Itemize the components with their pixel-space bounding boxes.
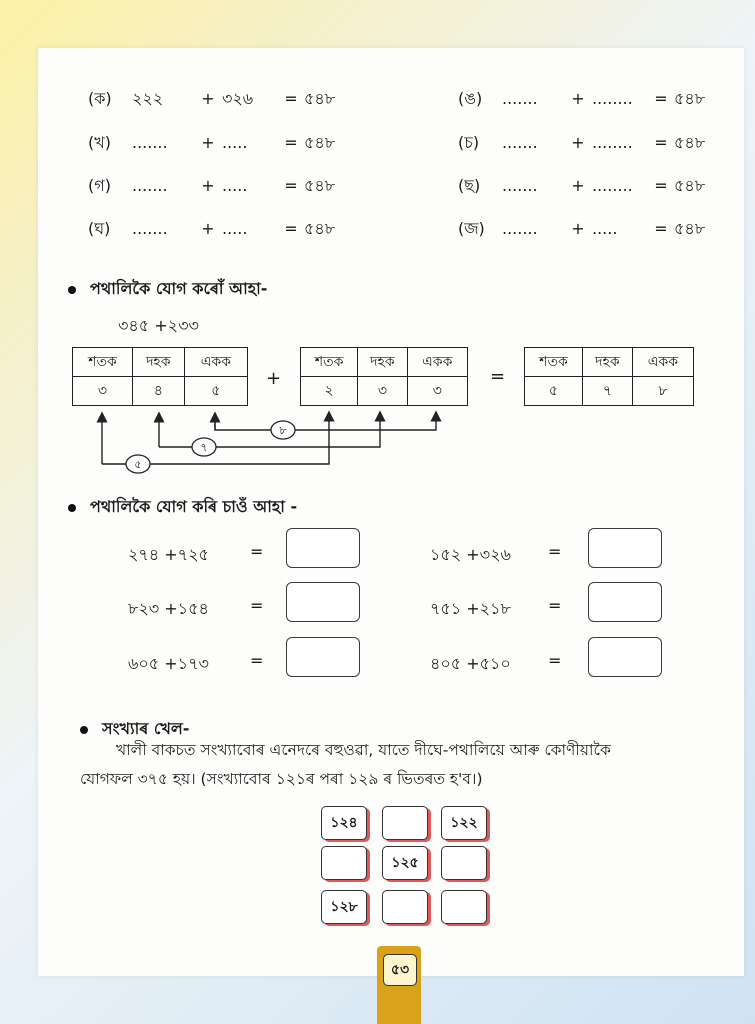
- sum-expression: ৭৫১ +২১৮: [430, 599, 511, 618]
- grid-cell-empty[interactable]: [382, 806, 428, 840]
- equals-operator: =: [654, 89, 668, 108]
- section3-instruction-line1: খালী বাকচত সংখ্যাবোৰ এনেদৰে বহুওৱা, যাতে দীঘে-পথালিয়ে আৰু কোণীয়াকৈ: [116, 741, 611, 759]
- circle-label-tens: ৭: [200, 441, 208, 454]
- grid-cell-empty[interactable]: [441, 846, 487, 880]
- bullet-icon: [80, 726, 88, 734]
- second-addend[interactable]: .....: [222, 219, 248, 238]
- answer-box[interactable]: [286, 528, 360, 568]
- plus-operator: +: [201, 219, 215, 238]
- answer-box[interactable]: [588, 637, 662, 677]
- section2-heading: পথালিকৈ যোগ কৰি চাওঁ আহা -: [90, 497, 298, 516]
- sum-expression: ৬০৫ +১৭৩: [128, 654, 209, 673]
- equals-operator: =: [250, 596, 264, 615]
- section3-instruction-line2: যোগফল ৩৭৫ হয়। (সংখ্যাবোৰ ১২১ৰ পৰা ১২৯ ৰ ভিতৰত হ'ব।): [80, 770, 483, 788]
- grid-cell-filled: ১২৫: [382, 846, 428, 880]
- equals-operator: =: [284, 89, 298, 108]
- header-tens: দহক: [582, 348, 632, 377]
- first-addend[interactable]: .......: [502, 219, 538, 238]
- plus-operator: +: [201, 176, 215, 195]
- header-hundreds: শতক: [73, 348, 133, 377]
- second-addend[interactable]: ........: [592, 89, 633, 108]
- header-tens: দহক: [358, 348, 407, 377]
- first-addend[interactable]: .......: [502, 133, 538, 152]
- plus-sign: +: [266, 368, 282, 389]
- first-addend[interactable]: .......: [502, 89, 538, 108]
- first-addend[interactable]: .......: [502, 176, 538, 195]
- circle-label-ones: ৮: [279, 424, 287, 437]
- grid-cell-filled: ১২৪: [321, 806, 367, 840]
- bullet-icon: [68, 504, 76, 512]
- sum-expression: ২৭৪ +৭২৫: [128, 545, 209, 564]
- sum-expression: ৮২৩ +১৫৪: [128, 599, 209, 618]
- circle-label-hundreds: ৫: [134, 458, 142, 471]
- digit-tens: ৭: [582, 377, 632, 406]
- plus-operator: +: [571, 219, 585, 238]
- equation-result: ৫৪৮: [674, 219, 706, 238]
- plus-operator: +: [571, 89, 585, 108]
- grid-cell-empty[interactable]: [441, 890, 487, 924]
- digit-ones: ৩: [407, 377, 467, 406]
- digit-hundreds: ৩: [73, 377, 133, 406]
- equation-result: ৫৪৮: [304, 219, 336, 238]
- first-addend[interactable]: .......: [132, 176, 168, 195]
- equation-label: (জ): [458, 219, 485, 238]
- equals-operator: =: [250, 651, 264, 670]
- grid-cell-filled: ১২২: [441, 806, 487, 840]
- second-addend[interactable]: .....: [222, 176, 248, 195]
- equation-result: ৫৪৮: [674, 176, 706, 195]
- equation-result: ৫৪৮: [304, 89, 336, 108]
- equals-operator: =: [548, 651, 562, 670]
- equation-result: ৫৪৮: [304, 133, 336, 152]
- plus-operator: +: [201, 89, 215, 108]
- page-number-tab: [377, 946, 421, 1024]
- equation-label: (চ): [458, 133, 480, 152]
- plus-operator: +: [571, 176, 585, 195]
- digit-hundreds: ২: [301, 377, 358, 406]
- digit-tens: ৩: [358, 377, 407, 406]
- equals-operator: =: [548, 542, 562, 561]
- equals-operator: =: [284, 219, 298, 238]
- equation-label: (খ): [88, 133, 111, 152]
- page-number: ৫৩: [383, 954, 417, 986]
- first-addend[interactable]: .......: [132, 219, 168, 238]
- digit-tens: ৪: [132, 377, 184, 406]
- second-addend[interactable]: .....: [592, 219, 618, 238]
- grid-cell-empty[interactable]: [321, 846, 367, 880]
- equals-operator: =: [654, 133, 668, 152]
- header-hundreds: শতক: [525, 348, 583, 377]
- equals-operator: =: [654, 176, 668, 195]
- equals-operator: =: [654, 219, 668, 238]
- equals-operator: =: [284, 133, 298, 152]
- header-ones: একক: [632, 348, 693, 377]
- equals-operator: =: [284, 176, 298, 195]
- equation-label: (ঘ): [88, 219, 111, 238]
- second-addend: ৩২৬: [222, 89, 254, 108]
- section1-heading: পথালিকৈ যোগ কৰোঁ আহা-: [90, 279, 268, 298]
- equation-label: (ঙ): [458, 89, 483, 108]
- digit-ones: ৮: [632, 377, 693, 406]
- first-addend[interactable]: .......: [132, 133, 168, 152]
- grid-cell-empty[interactable]: [382, 890, 428, 924]
- header-hundreds: শতক: [301, 348, 358, 377]
- section3-heading: সংখ্যাৰ খেল-: [102, 719, 190, 738]
- digit-hundreds: ৫: [525, 377, 583, 406]
- equation-result: ৫৪৮: [304, 176, 336, 195]
- header-ones: একক: [184, 348, 247, 377]
- plus-operator: +: [571, 133, 585, 152]
- answer-box[interactable]: [588, 528, 662, 568]
- equation-label: (ক): [88, 89, 112, 108]
- equation-label: (ছ): [458, 176, 481, 195]
- sum-expression: ৪০৫ +৫১০: [430, 654, 511, 673]
- section2-heading-row: [68, 494, 297, 521]
- equals-sign: =: [490, 366, 506, 387]
- equation-label: (গ): [88, 176, 111, 195]
- header-tens: দহক: [132, 348, 184, 377]
- answer-box[interactable]: [588, 582, 662, 622]
- equation-result: ৫৪৮: [674, 89, 706, 108]
- first-addend: ২২২: [132, 89, 164, 108]
- equation-result: ৫৪৮: [674, 133, 706, 152]
- grid-cell-filled: ১২৮: [321, 890, 367, 924]
- answer-box[interactable]: [286, 582, 360, 622]
- section1-expression: ৩৪৫ +২৩৩: [118, 316, 199, 335]
- second-addend[interactable]: ........: [592, 176, 633, 195]
- second-addend[interactable]: .....: [222, 133, 248, 152]
- answer-box[interactable]: [286, 637, 360, 677]
- equals-operator: =: [548, 596, 562, 615]
- second-addend[interactable]: ........: [592, 133, 633, 152]
- header-ones: একক: [407, 348, 467, 377]
- sum-expression: ১৫২ +৩২৬: [430, 545, 511, 564]
- plus-operator: +: [201, 133, 215, 152]
- digit-ones: ৫: [184, 377, 247, 406]
- equals-operator: =: [250, 542, 264, 561]
